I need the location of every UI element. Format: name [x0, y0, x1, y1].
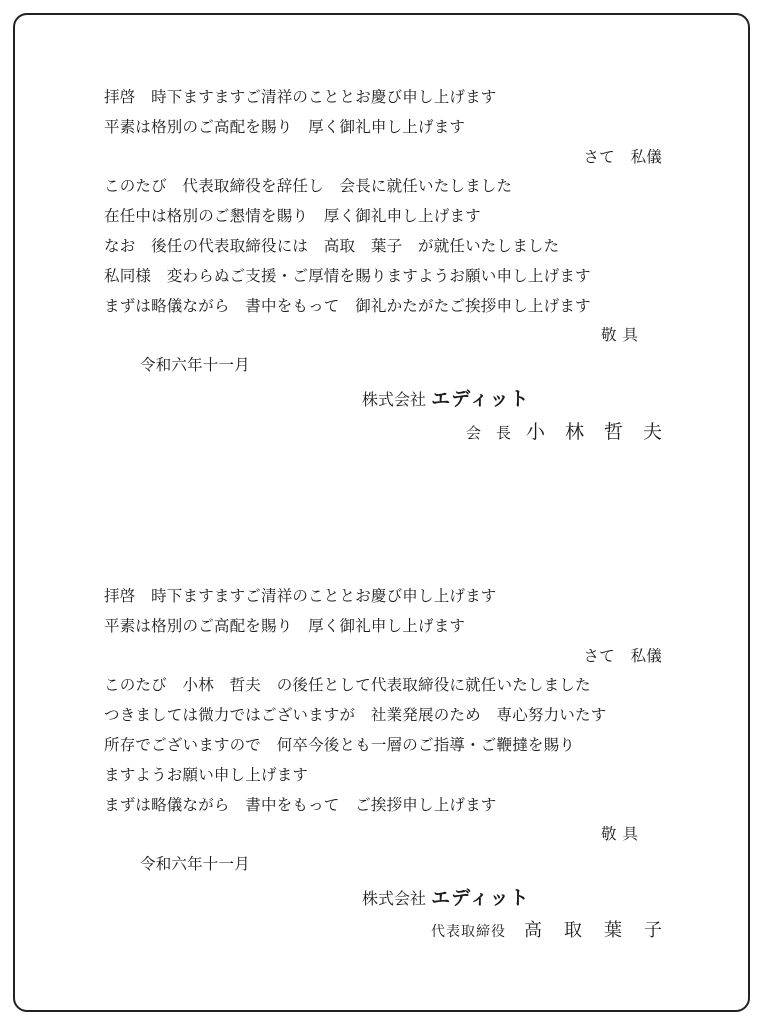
company-name: [104, 882, 664, 914]
closing-keigu: 敬具: [600, 825, 644, 844]
sate-line: さて 私儀: [583, 147, 662, 166]
company-prefix: 株式会社: [362, 389, 427, 409]
body-line: 所存でございますので 何卒今後とも一層のご指導・ご鞭撻を賜り: [104, 735, 576, 754]
signer-name: 高取葉子: [524, 919, 684, 941]
body-line: なお 後任の代表取締役には 高取 葉子 が就任いたしました: [104, 236, 560, 255]
letter-date: 令和六年十一月: [140, 855, 250, 874]
body-line: 在任中は格別のご懇情を賜り 厚く御礼申し上げます: [104, 207, 481, 226]
body-line: まずは略儀ながら 書中をもって 御礼かたがたご挨拶申し上げます: [104, 296, 591, 315]
company-brand: エディット: [431, 387, 530, 410]
sate-line: さて 私儀: [583, 646, 662, 665]
greeting-line: 平素は格別のご高配を賜り 厚く御礼申し上げます: [104, 616, 466, 635]
company-brand: エディット: [431, 886, 530, 909]
signer: [104, 914, 684, 948]
letter-president: [104, 582, 684, 948]
body-line: まずは略儀ながら 書中をもって ご挨拶申し上げます: [104, 795, 497, 814]
signer-title: 代表取締役: [431, 923, 506, 940]
greeting-line: 平素は格別のご高配を賜り 厚く御礼申し上げます: [104, 117, 466, 136]
greeting-line: 拝啓 時下ますますご清祥のこととお慶び申し上げます: [104, 587, 497, 605]
signer-name: 小林哲夫: [525, 420, 682, 443]
signer-title: 会長: [465, 423, 526, 442]
closing-keigu: 敬具: [600, 326, 644, 345]
company-name: [104, 383, 664, 415]
letter-chairman: [104, 83, 682, 449]
body-line: このたび 代表取締役を辞任し 会長に就任いたしました: [104, 177, 513, 196]
body-line: つきましては微力ではございますが 社業発展のため 専心努力いたす: [104, 706, 607, 725]
body-line: ますようお願い申し上げます: [104, 765, 309, 784]
body-line: 私同様 変わらぬご支援・ご厚情を賜りますようお願い申し上げます: [104, 266, 591, 285]
greeting-line: 拝啓 時下ますますご清祥のこととお慶び申し上げます: [104, 88, 497, 106]
company-prefix: 株式会社: [362, 888, 427, 908]
letter-date: 令和六年十一月: [140, 356, 250, 375]
signer: [104, 415, 682, 449]
body-line: このたび 小林 哲夫 の後任として代表取締役に就任いたしました: [104, 676, 591, 695]
